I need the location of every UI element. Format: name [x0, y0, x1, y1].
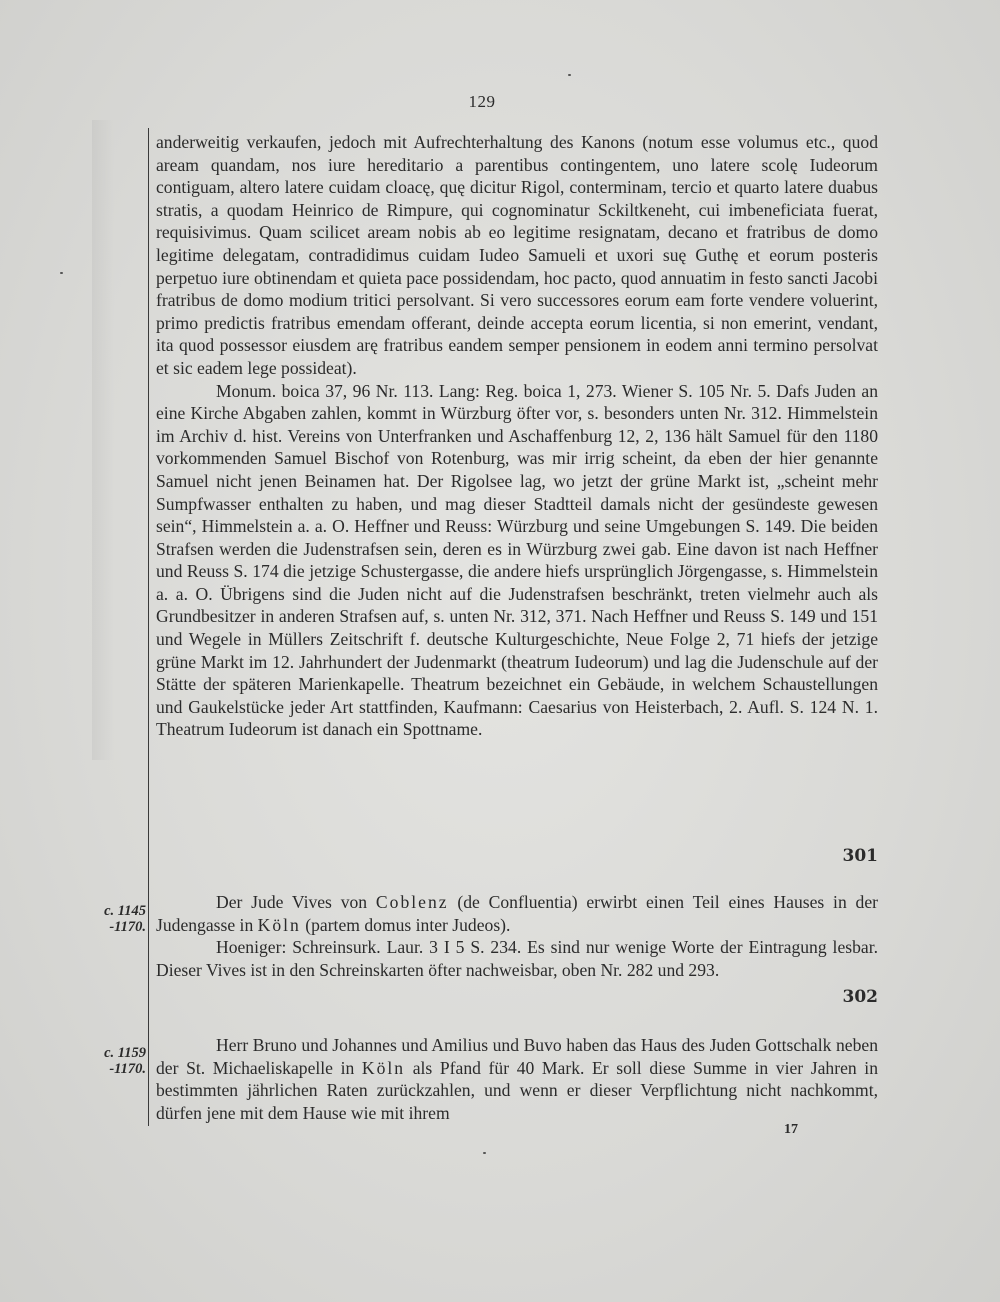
place-name-coblenz: Coblenz — [375, 892, 449, 912]
entry-302-source: Hoeniger: Schreinsurk. Laur. 3 I 5 S. 234. Es sind nur wenige Worte der Eintragung lesbar. Dieser Vives ist in den Schreinskarten öfter nachweisbar, oben Nr. 282 und 293. — [156, 937, 878, 980]
entry-number-302: 302 — [842, 987, 878, 1007]
margin-rule — [148, 128, 149, 1126]
entry-302-regest — [156, 891, 878, 936]
regest-text: Der Jude Vives von — [216, 892, 376, 912]
signature-mark: 17 — [784, 1122, 798, 1137]
commentary-paragraph: Monum. boica 37, 96 Nr. 113. Lang: Reg. boica 1, 273. Wiener S. 105 Nr. 5. Dafs Juden an eine Kirche Abgaben zahlen, kommt in Würzburg öfter vor, s. besonders unten Nr. 312. Himmelstein im Archiv d. hist. Vereins von Unterfranken und Aschaffenburg 12, 2, 136 hält Samuel für den 1180 vorkommenden Samuel Bischof von Rotenburg, was mir irrig scheint, da eben der hier genannte Samuel nicht jenen Beinamen hat. Der Rigolsee lag, wo jetzt der grüne Markt ist, „scheint mehr Sumpfwasser enthalten zu haben, und mag dieser Stadtteil damals nicht der gesündeste gewesen sein“, Himmelstein a. a. O. Heffner und Reuss: Würzburg und seine Umgebungen S. 149. Die beiden Strafsen werden die Judenstrafsen sein, deren es in Würzburg zwei gab. Eine davon ist nach Heffner und Reuss S. 174 die jetzige Schustergasse, die andere hiefs ursprünglich Jörgengasse, s. Himmelstein a. a. O. Übrigens sind die Juden nicht auf die Judenstrafsen beschränkt, treten vielmehr auch als Grundbesitzer in anderen Strafsen auf, s. unten Nr. 312, 371. Nach Heffner und Reuss S. 149 und 151 und Wegele in Müllers Zeitschrift f. deutsche Kulturgeschichte, Neue Folge 2, 71 hiefs der jetzige grüne Markt im 12. Jahrhundert der Judenmarkt (theatrum Iudeorum) und lag die Judenschule auf der Stätte der späteren Marienkapelle. Theatrum bezeichnet ein Gebäude, in welchem Schaustellungen und Gaukelstücke jeder Art stattfinden, Kaufmann: Caesarius von Heisterbach, 2. Aufl. S. 124 N. 1. Theatrum Iudeorum ist danach ein Spottname. — [156, 380, 878, 740]
show-through-shadow — [92, 120, 114, 760]
regest-text: als Pfand für 40 Mark. Er soll diese Summe in vier Jahren in bestimmten jährlichen Raten zurückzahlen, und wenn er dieser Verpflichtung nicht nachkommt, dürfen jene mit dem Hause wie mit ihrem — [156, 1057, 878, 1123]
paper-speck — [568, 74, 571, 76]
entry-303-date: c. 1159 -1170. — [104, 1045, 146, 1077]
entry-303-regest — [156, 1034, 878, 1124]
entry-302-body — [156, 891, 878, 981]
regest-text: Herr Bruno und Johannes und Amilius und Buvo haben das Haus des Juden Gottschalk neben der St. Michaeliskapelle in — [156, 1035, 878, 1078]
place-name-koeln: Köln — [361, 1057, 406, 1078]
regest-text: (de Confluentia) erwirbt einen Teil eines Hauses in der Judengasse in — [156, 892, 879, 935]
place-name-koeln: Köln — [257, 914, 301, 935]
entry-302-date: c. 1145 -1170. — [104, 903, 146, 935]
paper-speck — [60, 272, 63, 274]
charter-quote-paragraph: anderweitig verkaufen, jedoch mit Aufrechterhaltung des Kanons (notum esse volumus etc., quod aream quandam, nos iure hereditario a parentibus contingentem, uno latere scolę Iudeorum contiguam, altero latere cuidam cloacę, quę dicitur Rigol, conterminam, tercio et quarto latere duabus stratis, a quodam Heinrico de Rimpure, qui cognominatur Sckiltkeneht, cui imbeneficiata fuerat, requisivimus. Quam scilicet aream nobis ab eo legitime resignatam, decano et fratribus de domo legitime delegatam, contradidimus cuidam Iudeo Samueli et uxori suę Guthę et eorum posteris perpetuo iure obtinendam et quieta pace possidendam, hoc pacto, quod annuatim in festo sancti Jacobi fratribus de domo modium tritici persolvant. Si vero successores eorum eam forte vendere voluerint, primo predictis fratribus emendam offerant, deinde accepta eorum licentia, si non emerint, vendant, ita quod possessor eiusdem arę fratribus eandem semper pensionem in eodem anni termino persolvat et sic eadem lege possideat). — [156, 132, 878, 378]
regest-text: (partem domus inter Judeos). — [300, 914, 511, 935]
entry-number-301: 301 — [842, 846, 878, 866]
entry-301-body — [156, 131, 878, 741]
page-number: 129 — [468, 92, 496, 111]
entry-303-body — [156, 1034, 878, 1124]
paper-speck — [483, 1152, 486, 1154]
